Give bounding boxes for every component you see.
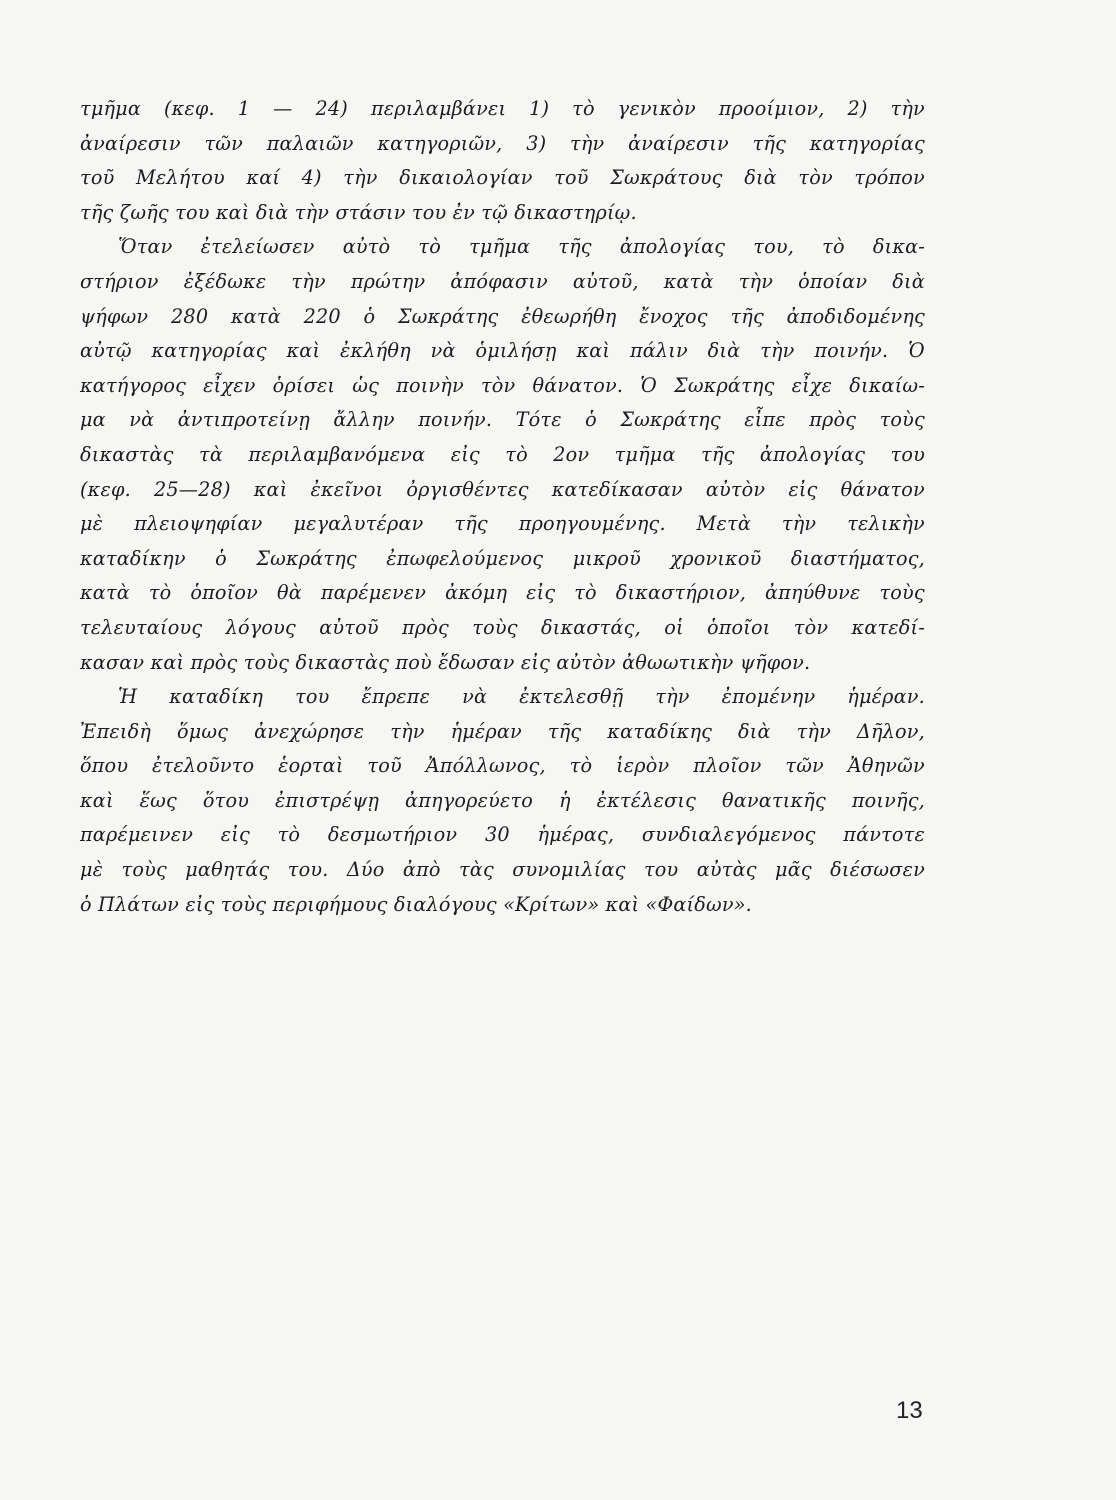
text-line: Ὅταν ἐτελείωσεν αὐτὸ τὸ τμῆμα τῆς ἀπολογίας του, τὸ δικα- bbox=[118, 235, 925, 259]
text-line: τῆς ζωῆς του καὶ διὰ τὴν στάσιν του ἐν τῷ δικαστηρίῳ. bbox=[80, 200, 637, 224]
text-line: καταδίκην ὁ Σωκράτης ἐπωφελούμενος μικροῦ χρονικοῦ διαστήματος, bbox=[80, 546, 925, 570]
text-line: Ἐπειδὴ ὅμως ἀνεχώρησε τὴν ἡμέραν τῆς καταδίκης διὰ τὴν Δῆλον, bbox=[80, 719, 925, 743]
text-line: ὁ Πλάτων εἰς τοὺς περιφήμους διαλόγους «Κρίτων» καὶ «Φαίδων». bbox=[80, 892, 752, 916]
text-line: δικαστὰς τὰ περιλαμβανόμενα εἰς τὸ 2ον τμῆμα τῆς ἀπολογίας του bbox=[80, 442, 925, 466]
text-line: ὅπου ἐτελοῦντο ἑορταὶ τοῦ Ἀπόλλωνος, τὸ ἱερὸν πλοῖον τῶν Ἀθηνῶν bbox=[80, 754, 925, 778]
text-line: μα νὰ ἀντιπροτείνῃ ἄλλην ποινήν. Τότε ὁ Σωκράτης εἶπε πρὸς τοὺς bbox=[80, 408, 925, 432]
text-line: ψήφων 280 κατὰ 220 ὁ Σωκράτης ἐθεωρήθη ἔνοχος τῆς ἀποδιδομένης bbox=[80, 304, 925, 328]
text-line: ἀναίρεσιν τῶν παλαιῶν κατηγοριῶν, 3) τὴν ἀναίρεσιν τῆς κατηγορίας bbox=[80, 131, 925, 155]
page-number: 13 bbox=[896, 1397, 923, 1424]
body-text bbox=[80, 92, 925, 922]
text-line: τμῆμα (κεφ. 1 — 24) περιλαμβάνει 1) τὸ γενικὸν προοίμιον, 2) τὴν bbox=[80, 97, 925, 120]
text-line: μὲ τοὺς μαθητάς του. Δύο ἀπὸ τὰς συνομιλίας του αὐτὰς μᾶς διέσωσεν bbox=[80, 858, 925, 882]
text-line: καὶ ἕως ὅτου ἐπιστρέψῃ ἀπηγορεύετο ἡ ἐκτέλεσις θανατικῆς ποινῆς, bbox=[80, 788, 925, 812]
text-line: τελευταίους λόγους αὐτοῦ πρὸς τοὺς δικαστάς, οἱ ὁποῖοι τὸν κατεδί- bbox=[80, 615, 925, 639]
text-line: αὐτῷ κατηγορίας καὶ ἐκλήθη νὰ ὁμιλήσῃ καὶ πάλιν διὰ τὴν ποινήν. Ὁ bbox=[80, 339, 925, 363]
text-line: (κεφ. 25—28) καὶ ἐκεῖνοι ὀργισθέντες κατεδίκασαν αὐτὸν εἰς θάνατον bbox=[80, 477, 925, 501]
text-line: Ἡ καταδίκη του ἔπρεπε νὰ ἐκτελεσθῇ τὴν ἐπομένην ἡμέραν. bbox=[118, 685, 925, 709]
text-line: κατήγορος εἶχεν ὁρίσει ὡς ποινὴν τὸν θάνατον. Ὁ Σωκράτης εἶχε δικαίω- bbox=[80, 373, 925, 397]
text-line: τοῦ Μελήτου καί 4) τὴν δικαιολογίαν τοῦ Σωκράτους διὰ τὸν τρόπον bbox=[80, 166, 925, 190]
text-line: στήριον ἐξέδωκε τὴν πρώτην ἀπόφασιν αὐτοῦ, κατὰ τὴν ὁποίαν διὰ bbox=[80, 269, 925, 293]
text-line: κασαν καὶ πρὸς τοὺς δικαστὰς ποὺ ἔδωσαν εἰς αὐτὸν ἀθωωτικὴν ψῆφον. bbox=[80, 650, 811, 674]
text-line: παρέμεινεν εἰς τὸ δεσμωτήριον 30 ἡμέρας, συνδιαλεγόμενος πάντοτε bbox=[80, 823, 925, 847]
text-line: μὲ πλειοψηφίαν μεγαλυτέραν τῆς προηγουμένης. Μετὰ τὴν τελικὴν bbox=[80, 512, 925, 536]
text-line: κατὰ τὸ ὁποῖον θὰ παρέμενεν ἀκόμη εἰς τὸ δικαστήριον, ἀπηύθυνε τοὺς bbox=[80, 581, 925, 605]
